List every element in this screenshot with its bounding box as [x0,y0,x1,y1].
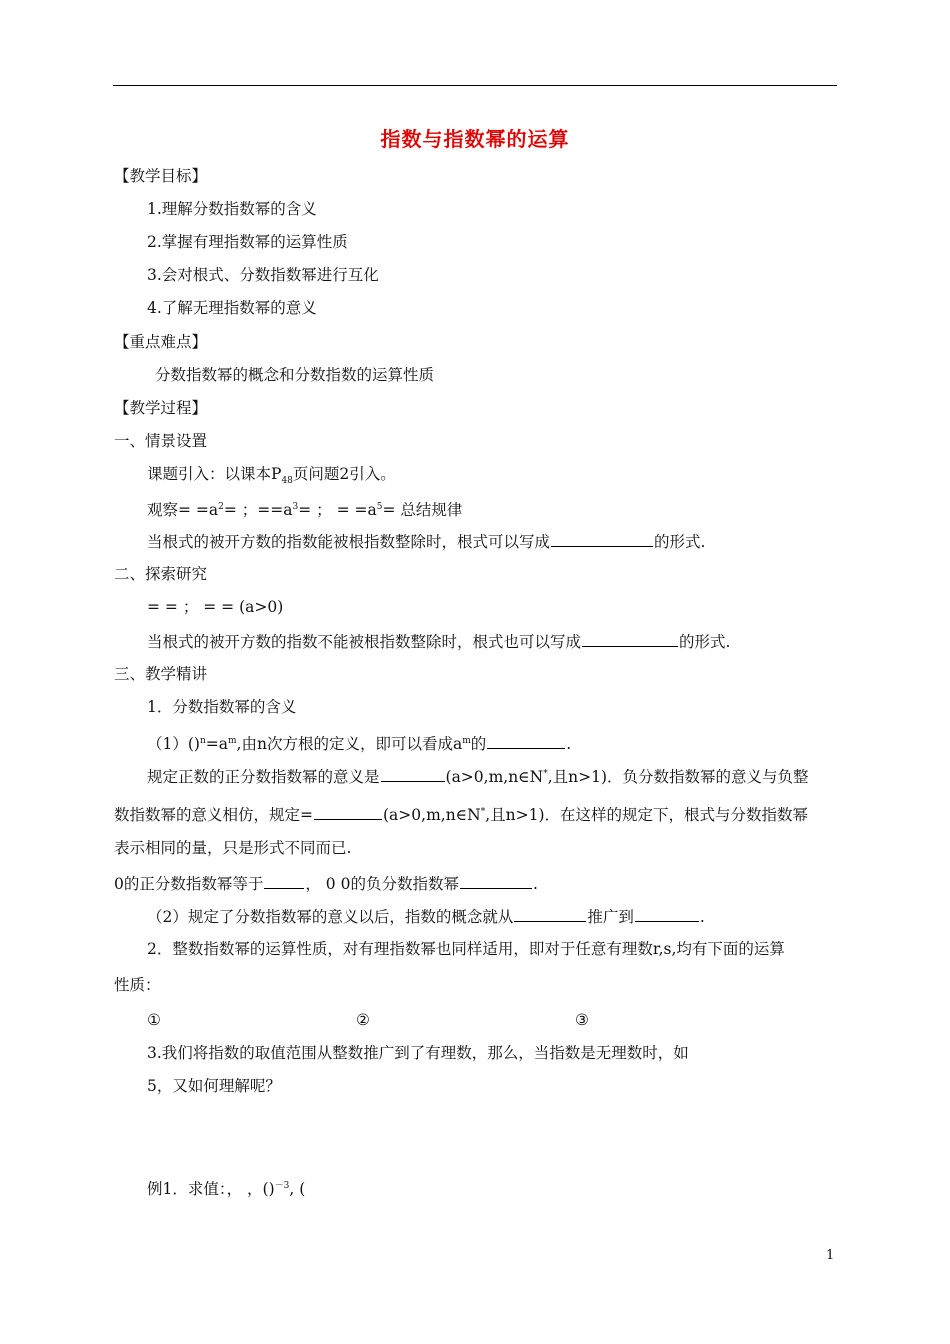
fill-blank [460,873,532,889]
fill-blank [635,906,699,922]
item1-2-line [147,906,705,927]
goal-item: 4.了解无理指数幂的意义 [147,299,317,317]
def2-text: ,且n>1)．在这样的规定下，根式与分数指数幂 [485,806,809,825]
item2-line: 2．整数指数幂的运算性质，对有理指数幂也同样适用，即对于任意有理数r,s,均有下面的运算 [147,940,785,958]
observe-text: = ； = =a [298,501,377,520]
property-2-marker: ② [356,1011,370,1029]
goal-item: 3.会对根式、分数指数幂进行互化 [147,266,379,284]
fill-blank [264,873,304,889]
exponent: * [480,807,486,817]
zero-line [114,873,538,894]
section-key-heading: 【重点难点】 [114,333,208,351]
intro-subscript: 48 [281,476,293,487]
def2-text: (a>0,m,n∈N [383,806,481,825]
zero-text: . [532,875,538,893]
fill-blank [487,733,565,749]
def-line [147,764,809,787]
observe-exponent: 2 [218,502,224,512]
def2-line [114,802,808,825]
rule1-text-end: 的形式. [654,533,706,551]
part2-heading: 二、探索研究 [114,565,208,583]
observe-text: = 总结规律 [382,501,463,520]
item1-2-text: . [699,908,705,926]
item1-1-text: （1）() [147,735,200,754]
rule1-line [147,531,705,552]
intro-line [147,464,396,491]
document-title: 指数与指数幂的运算 [380,127,570,151]
goal-item: 2.掌握有理指数幂的运算性质 [147,233,348,251]
intro-text: 课题引入：以课本P [147,465,282,483]
exponent: m [228,736,237,746]
observe-text: = ；==a [223,501,293,520]
item1-2-text: 推广到 [587,908,634,926]
def-text: ,且n>1)．负分数指数幂的意义与负整 [547,768,809,787]
example-text: 例1．求值：， ，() [147,1180,275,1199]
fill-blank [582,631,678,647]
property-1-marker: ① [147,1011,161,1029]
exponent: m [462,736,471,746]
explore-line: = = ； = = (a>0) [147,598,284,616]
item1-heading: 1．分数指数幂的含义 [147,698,297,716]
def-text: (a>0,m,n∈N [445,768,544,787]
def2-text: 数指数幂的意义相仿，规定= [114,806,313,825]
item1-1-text: =a [205,735,228,754]
zero-text: 0的正分数指数幂等于 [114,875,264,893]
example-text: , ( [289,1180,306,1199]
item1-1-text: 的 [470,735,487,754]
fill-blank [381,766,445,782]
observe-text: 观察= =a [147,501,219,520]
header-rule [113,85,837,86]
fill-blank [314,804,382,820]
item1-1-line [147,731,571,754]
fill-blank [514,906,586,922]
item1-1-text: ,由n次方根的定义，即可以看成a [236,735,463,754]
exponent: * [543,769,548,779]
item1-2-text: （2）规定了分数指数幂的意义以后，指数的概念就从 [147,908,514,926]
observe-exponent: 5 [376,502,383,512]
section-goals-heading: 【教学目标】 [114,167,208,185]
example1-line [147,1176,305,1199]
page-number: 1 [826,1248,835,1263]
rule2-text: 当根式的被开方数的指数不能被根指数整除时，根式也可以写成 [147,633,582,651]
property-3-marker: ③ [575,1011,589,1029]
exponent: －3 [274,1181,290,1191]
fill-blank [551,531,653,547]
exponent: n [199,736,206,746]
zero-text: ， 0 0的负分数指数幂 [305,875,459,893]
def3-line: 表示相同的量，只是形式不同而已. [114,839,352,857]
item1-1-text: . [566,735,572,754]
goal-item: 1.理解分数指数幂的含义 [147,200,317,218]
def-text: 规定正数的正分数指数幂的意义是 [147,768,380,787]
item2-cont-line: 性质： [114,976,161,994]
section-process-heading: 【教学过程】 [114,399,208,417]
rule2-text-end: 的形式. [679,633,731,651]
part1-heading: 一、情景设置 [114,432,208,450]
rule2-line [147,631,730,652]
key-text: 分数指数幂的概念和分数指数的运算性质 [155,366,435,384]
item3-cont-line: 5，又如何理解呢？ [147,1077,281,1095]
rule1-text: 当根式的被开方数的指数能被根指数整除时，根式可以写成 [147,533,551,551]
part3-heading: 三、教学精讲 [114,665,208,683]
intro-text-end: 页问题2引入。 [292,465,396,483]
observe-exponent: 3 [292,502,299,512]
item3-line: 3.我们将指数的取值范围从整数推广到了有理数，那么，当指数是无理数时，如 [147,1044,689,1062]
observe-line [147,497,462,520]
